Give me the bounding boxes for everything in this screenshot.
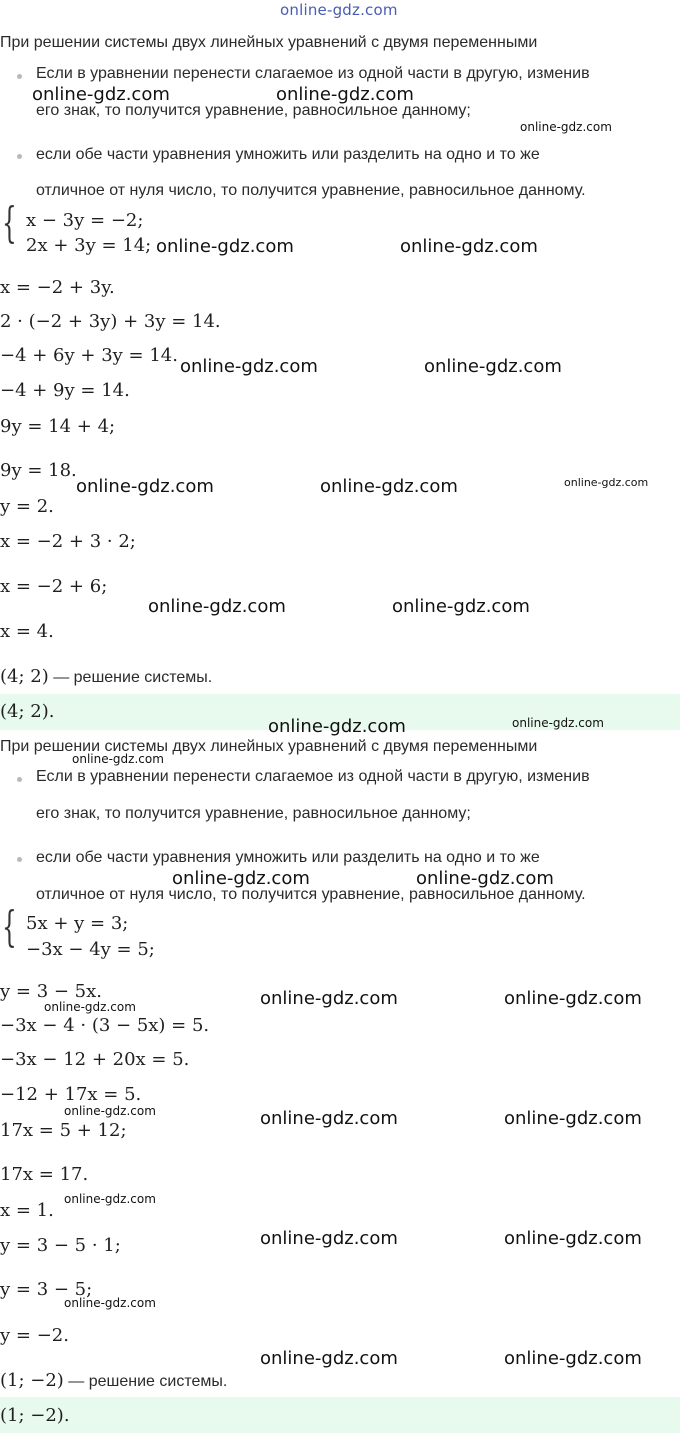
solution-statement — [0, 666, 212, 687]
solution-step: 9y = 14 + 4; — [0, 416, 116, 437]
answer-box — [0, 1397, 680, 1433]
solution-step: y = 2. — [0, 496, 54, 517]
answer-value: (1; −2). — [0, 1405, 70, 1426]
intro-text: При решении системы двух линейных уравнений с двумя переменными — [0, 738, 538, 755]
system-equation: x − 3y = −2; — [26, 210, 144, 231]
watermark: online-gdz.com — [424, 356, 562, 377]
watermark: online-gdz.com — [64, 1104, 156, 1118]
bullet-icon — [17, 154, 22, 159]
solution-pair: (4; 2) — [0, 666, 49, 687]
watermark: online-gdz.com — [180, 356, 318, 377]
watermark: online-gdz.com — [416, 868, 554, 889]
solution-step: x = 4. — [0, 621, 54, 642]
watermark: online-gdz.com — [148, 596, 286, 617]
rule-line: Если в уравнении перенести слагаемое из одной части в другую, изменив — [36, 65, 590, 82]
rule-line: его знак, то получится уравнение, равносильное данному; — [36, 102, 471, 119]
watermark: online-gdz.com — [276, 84, 414, 105]
watermark: online-gdz.com — [512, 716, 604, 730]
solution-pair: (1; −2) — [0, 1370, 64, 1391]
system-brace: { — [2, 198, 17, 247]
solution-step: −3x − 12 + 20x = 5. — [0, 1049, 190, 1070]
watermark: online-gdz.com — [260, 1108, 398, 1129]
watermark: online-gdz.com — [260, 1228, 398, 1249]
rule-line: если обе части уравнения умножить или разделить на одно и то же — [36, 146, 540, 163]
watermark: online-gdz.com — [504, 988, 642, 1009]
watermark: online-gdz.com — [260, 988, 398, 1009]
watermark: online-gdz.com — [268, 716, 406, 737]
solution-step: x = −2 + 3y. — [0, 277, 115, 298]
solution-step: −4 + 6y + 3y = 14. — [0, 345, 178, 366]
watermark: online-gdz.com — [504, 1108, 642, 1129]
system-equation: 5x + y = 3; — [26, 913, 129, 934]
solution-step: −4 + 9y = 14. — [0, 380, 130, 401]
watermark: online-gdz.com — [64, 1192, 156, 1206]
watermark: online-gdz.com — [64, 1296, 156, 1310]
watermark: online-gdz.com — [320, 476, 458, 497]
watermark: online-gdz.com — [44, 1000, 136, 1014]
solution-step: x = 1. — [0, 1200, 54, 1221]
system-equation: −3x − 4y = 5; — [26, 939, 155, 960]
solution-step: 17x = 5 + 12; — [0, 1120, 127, 1141]
watermark: online-gdz.com — [260, 1348, 398, 1369]
solution-step: −3x − 4 · (3 − 5x) = 5. — [0, 1015, 210, 1036]
watermark: online-gdz.com — [504, 1348, 642, 1369]
rule-line: отличное от нуля число, то получится уравнение, равносильное данному. — [36, 886, 586, 903]
watermark: online-gdz.com — [504, 1228, 642, 1249]
rule-line: его знак, то получится уравнение, равносильное данному; — [36, 805, 471, 822]
rule-line: Если в уравнении перенести слагаемое из одной части в другую, изменив — [36, 768, 590, 785]
bullet-icon — [17, 777, 22, 782]
solution-step: y = −2. — [0, 1325, 69, 1346]
solution-step: y = 3 − 5; — [0, 1279, 93, 1300]
solution-step: 9y = 18. — [0, 460, 77, 481]
system-brace: { — [2, 902, 17, 951]
watermark: online-gdz.com — [564, 476, 649, 489]
system-equation: 2x + 3y = 14; — [26, 235, 152, 256]
solution-step: y = 3 − 5 · 1; — [0, 1235, 121, 1256]
solution-step: 17x = 17. — [0, 1164, 89, 1185]
solution-step: x = −2 + 3 · 2; — [0, 531, 136, 552]
bullet-icon — [17, 74, 22, 79]
solution-label: — решение системы. — [53, 669, 213, 686]
bullet-icon — [17, 857, 22, 862]
watermark: online-gdz.com — [32, 84, 170, 105]
solution-step: −12 + 17x = 5. — [0, 1084, 142, 1105]
watermark: online-gdz.com — [76, 476, 214, 497]
solution-step: y = 3 − 5x. — [0, 981, 102, 1002]
solution-step: 2 · (−2 + 3y) + 3y = 14. — [0, 311, 221, 332]
solution-statement — [0, 1370, 227, 1391]
watermark: online-gdz.com — [72, 752, 164, 766]
watermark: online-gdz.com — [400, 236, 538, 257]
site-header-watermark: online-gdz.com — [280, 1, 398, 19]
answer-value: (4; 2). — [0, 701, 55, 722]
rule-line: если обе части уравнения умножить или разделить на одно и то же — [36, 849, 540, 866]
watermark: online-gdz.com — [392, 596, 530, 617]
watermark: online-gdz.com — [520, 120, 612, 134]
intro-text: При решении системы двух линейных уравнений с двумя переменными — [0, 34, 538, 51]
watermark: online-gdz.com — [156, 236, 294, 257]
rule-line: отличное от нуля число, то получится уравнение, равносильное данному. — [36, 182, 586, 199]
watermark: online-gdz.com — [172, 868, 310, 889]
solution-label: — решение системы. — [68, 1373, 228, 1390]
solution-step: x = −2 + 6; — [0, 576, 108, 597]
